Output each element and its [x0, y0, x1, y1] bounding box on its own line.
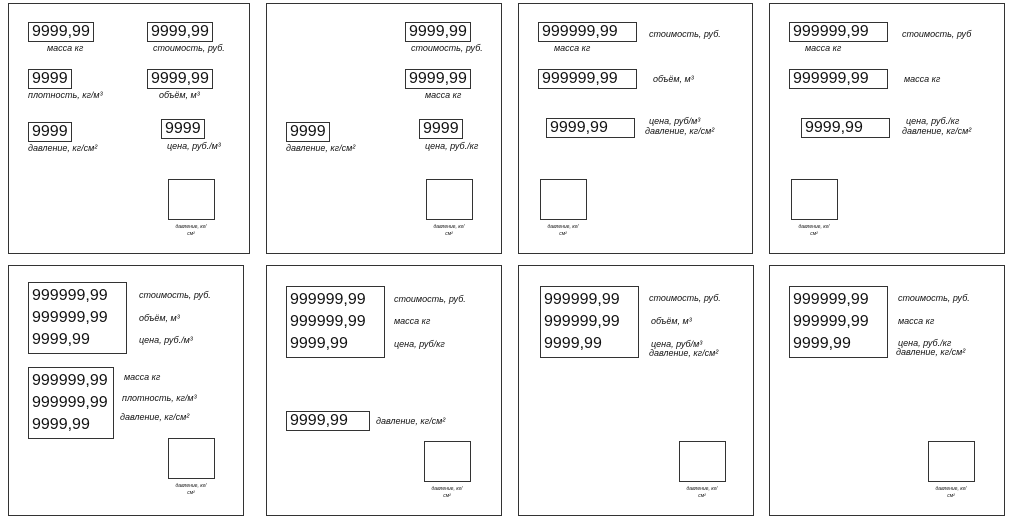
cost-value: 999999,99	[290, 291, 366, 308]
cost-label: стоимость, руб.	[649, 29, 721, 39]
pressure-sensor-box	[426, 179, 473, 220]
cost-value: 999999,99	[544, 291, 620, 308]
panel-2	[266, 3, 502, 254]
price-label: цена, руб./кг	[898, 338, 952, 348]
mass-value: 9999,99	[28, 22, 94, 42]
mass-value: 999999,99	[290, 313, 366, 330]
cost-label: стоимость, руб.	[898, 293, 970, 303]
price-label: цена, руб./м³	[139, 335, 193, 345]
pressure-sensor-caption: давление, кг/ см²	[433, 224, 465, 237]
density-label: плотность, кг/м³	[28, 90, 103, 100]
panel-4	[769, 3, 1005, 254]
mass-value: 9999,99	[405, 69, 471, 89]
mass-label: масса кг	[425, 90, 462, 100]
pressure-sensor-box	[168, 438, 215, 479]
pressure-value: 9999,99	[32, 416, 90, 433]
price-value: 9999,99	[546, 118, 635, 138]
pressure-sensor-caption: давление, кг/ см²	[175, 224, 207, 237]
volume-label: объём, м³	[159, 90, 200, 100]
panel-6	[266, 265, 502, 516]
panel-3	[518, 3, 753, 254]
mass-value: 999999,99	[32, 372, 108, 389]
price-label: цена, руб./кг	[425, 141, 479, 151]
pressure-label: давление, кг/см²	[645, 126, 715, 136]
mass-label: масса кг	[805, 43, 842, 53]
pressure-label: давление, кг/см²	[649, 348, 719, 358]
cost-value: 9999,99	[147, 22, 213, 42]
cost-value: 999999,99	[789, 22, 888, 42]
values-stack-top	[28, 282, 127, 354]
pressure-sensor-caption: давление, кг/ см²	[431, 486, 463, 499]
price-label: цена, руб/м³	[651, 339, 703, 349]
pressure-label: давление, кг/см²	[902, 126, 972, 136]
values-stack	[789, 286, 888, 358]
values-stack	[540, 286, 639, 358]
mass-label-2: масса кг	[904, 74, 941, 84]
pressure-sensor-box	[928, 441, 975, 482]
price-value: 9999	[419, 119, 463, 139]
mass-label: масса кг	[394, 316, 431, 326]
density-label: плотность, кг/м³	[122, 393, 197, 403]
pressure-value: 9999	[28, 122, 72, 142]
pressure-value: 9999	[286, 122, 330, 142]
price-value: 9999,99	[801, 118, 890, 138]
cost-label: стоимость, руб.	[139, 290, 211, 300]
price-value: 9999,99	[793, 335, 851, 352]
values-stack-bottom	[28, 367, 114, 439]
pressure-sensor-caption: давление, кг/ см²	[686, 486, 718, 499]
mass-label: масса кг	[47, 43, 84, 53]
mass-value: 999999,99	[793, 313, 869, 330]
pressure-sensor-box	[791, 179, 838, 220]
pressure-label: давление, кг/см²	[28, 143, 98, 153]
pressure-sensor-caption: давление, кг/ см²	[175, 483, 207, 496]
cost-label: стоимость, руб.	[153, 43, 225, 53]
pressure-label: давление, кг/см²	[120, 412, 190, 422]
pressure-value: 9999,99	[286, 411, 370, 431]
pressure-label: давление, кг/см²	[286, 143, 356, 153]
cost-value: 999999,99	[793, 291, 869, 308]
price-value: 9999,99	[290, 335, 348, 352]
price-value: 9999	[161, 119, 205, 139]
price-value: 9999,99	[544, 335, 602, 352]
pressure-sensor-box	[679, 441, 726, 482]
density-value: 9999	[28, 69, 72, 89]
volume-label: объём, м³	[653, 74, 694, 84]
volume-value: 999999,99	[32, 309, 108, 326]
pressure-label: давление, кг/см²	[896, 347, 966, 357]
mass-label: масса кг	[898, 316, 935, 326]
cost-label: стоимость, руб.	[394, 294, 466, 304]
pressure-sensor-box	[424, 441, 471, 482]
price-label: цена, руб./кг	[906, 116, 960, 126]
cost-label: стоимость, руб.	[649, 293, 721, 303]
pressure-sensor-box	[168, 179, 215, 220]
density-value: 999999,99	[32, 394, 108, 411]
price-label: цена, руб./м³	[167, 141, 221, 151]
pressure-label: давление, кг/см²	[376, 416, 446, 426]
volume-label: объём, м³	[139, 313, 180, 323]
mass-label: масса кг	[554, 43, 591, 53]
volume-value: 999999,99	[538, 69, 637, 89]
volume-value: 9999,99	[147, 69, 213, 89]
panel-8	[769, 265, 1005, 516]
pressure-sensor-box	[540, 179, 587, 220]
pressure-sensor-caption: давление, кг/ см²	[935, 486, 967, 499]
cost-label: стоимость, руб.	[411, 43, 483, 53]
mass-label: масса кг	[124, 372, 161, 382]
price-label: цена, руб/кг	[394, 339, 445, 349]
panel-1	[8, 3, 250, 254]
price-value: 9999,99	[32, 331, 90, 348]
cost-value: 999999,99	[538, 22, 637, 42]
cost-value: 999999,99	[32, 287, 108, 304]
pressure-sensor-caption: давление, кг/ см²	[547, 224, 579, 237]
panel-5	[8, 265, 244, 516]
values-stack	[286, 286, 385, 358]
pressure-sensor-caption: давление, кг/ см²	[798, 224, 830, 237]
price-label: цена, руб/м³	[649, 116, 701, 126]
volume-label: объём, м³	[651, 316, 692, 326]
cost-label: стоимость, руб	[902, 29, 972, 39]
cost-value: 9999,99	[405, 22, 471, 42]
panel-7	[518, 265, 754, 516]
volume-value: 999999,99	[544, 313, 620, 330]
volume-value: 999999,99	[789, 69, 888, 89]
